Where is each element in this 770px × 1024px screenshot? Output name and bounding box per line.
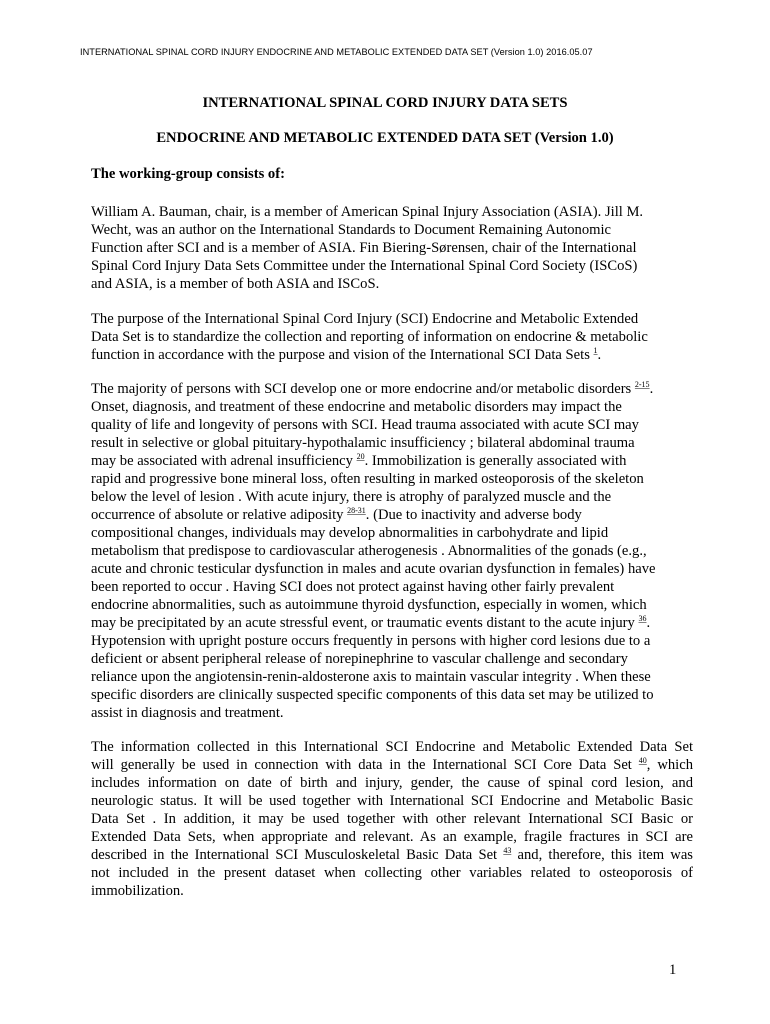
text-line: deficient or absent peripheral release of norepinephrine to vascular challenge and secondary bbox=[91, 651, 628, 667]
running-header: INTERNATIONAL SPINAL CORD INJURY ENDOCRINE AND METABOLIC EXTENDED DATA SET (Version 1.0) 2016.05.07 bbox=[80, 47, 593, 57]
page-number: 1 bbox=[669, 962, 677, 978]
text-line: quality of life and longevity of persons with SCI. Head trauma associated with acute SCI may bbox=[91, 417, 639, 433]
text-line: specific disorders are clinically suspected specific components of this data set may be utilized to bbox=[91, 687, 654, 703]
information-paragraph bbox=[91, 738, 693, 900]
text-line: Extended Data Sets, when appropriate and relevant. As an example, fragile fractures in SCI are bbox=[91, 829, 693, 845]
text-line: described in the International SCI Musculoskeletal Basic Data Set $^{43}$ and, therefore, this item was bbox=[91, 846, 693, 863]
text-line: assist in diagnosis and treatment. bbox=[91, 705, 284, 721]
majority-paragraph bbox=[91, 380, 693, 722]
text-line: The majority of persons with SCI develop one or more endocrine and/or metabolic disorders $^{2-15}$. bbox=[91, 380, 654, 397]
text-line: below the level of lesion . With acute injury, there is atrophy of paralyzed muscle and the bbox=[91, 489, 612, 505]
text-line: The purpose of the International Spinal Cord Injury (SCI) Endocrine and Metabolic Extended bbox=[91, 311, 639, 327]
text-line: not included in the present dataset when collecting other variables related to osteoporosis of bbox=[91, 865, 693, 881]
text-line: function in accordance with the purpose and vision of the International SCI Data Sets $^1$. bbox=[91, 346, 602, 363]
citation-link[interactable]: 28-31 bbox=[347, 506, 366, 515]
text-line: and ASIA, is a member of both ASIA and ISCoS. bbox=[91, 276, 380, 292]
text-line: acute and chronic testicular dysfunction in males and acute ovarian dysfunction in females) have bbox=[91, 561, 656, 577]
text-line: includes information on date of birth and injury, gender, the cause of spinal cord lesion, and bbox=[91, 775, 693, 791]
text-line: Spinal Cord Injury Data Sets Committee under the International Spinal Cord Society (ISCoS) bbox=[91, 258, 638, 274]
text-line: reliance upon the angiotensin-renin-aldosterone axis to maintain vascular integrity . When these bbox=[91, 669, 651, 685]
text-line: The information collected in this International SCI Endocrine and Metabolic Extended Data Set bbox=[91, 739, 693, 755]
document-subtitle: ENDOCRINE AND METABOLIC EXTENDED DATA SET (Version 1.0) bbox=[156, 130, 614, 146]
citation-link[interactable]: 2-15 bbox=[634, 380, 650, 389]
text-line: Data Set is to standardize the collection and reporting of information on endocrine & metabolic bbox=[91, 329, 648, 345]
text-line: compositional changes, individuals may develop abnormalities in carbohydrate and lipid bbox=[91, 525, 609, 541]
purpose-paragraph bbox=[91, 310, 693, 364]
citation-link[interactable]: 40 bbox=[638, 756, 647, 765]
citation-link[interactable]: 1 bbox=[593, 346, 598, 355]
working-group-heading: The working-group consists of: bbox=[91, 166, 285, 182]
text-line: result in selective or global pituitary-hypothalamic insufficiency ; bilateral abdominal trauma bbox=[91, 435, 635, 451]
text-line: metabolism that predispose to cardiovascular atherogenesis . Abnormalities of the gonads (e.g., bbox=[91, 543, 647, 559]
working-group-paragraph bbox=[91, 203, 693, 293]
citation-link[interactable]: 36 bbox=[638, 614, 647, 623]
text-line: endocrine abnormalities, such as autoimmune thyroid dysfunction, especially in women, which bbox=[91, 597, 647, 613]
text-line: may be associated with adrenal insufficiency $^{20}$. Immobilization is generally associated with bbox=[91, 452, 627, 469]
text-line: immobilization. bbox=[91, 883, 184, 899]
text-line: Onset, diagnosis, and treatment of these endocrine and metabolic disorders may impact the bbox=[91, 399, 622, 415]
document-title: INTERNATIONAL SPINAL CORD INJURY DATA SETS bbox=[202, 95, 568, 111]
text-line: will generally be used in connection with data in the International SCI Core Data Set $^{40}$, which bbox=[91, 756, 694, 773]
text-line: may be precipitated by an acute stressful event, or traumatic events distant to the acute injury $^{36}$. bbox=[91, 614, 651, 631]
text-line: been reported to occur . Having SCI does not protect against having other fairly prevalent bbox=[91, 579, 615, 595]
text-line: rapid and progressive bone mineral loss, often resulting in marked osteoporosis of the skeleton bbox=[91, 471, 644, 487]
text-line: Wecht, was an author on the International Standards to Document Remaining Autonomic bbox=[91, 222, 612, 238]
text-line: William A. Bauman, chair, is a member of American Spinal Injury Association (ASIA). Jill M. bbox=[91, 204, 644, 220]
text-line: occurrence of absolute or relative adiposity $^{28-31}$. (Due to inactivity and adverse body bbox=[91, 506, 582, 523]
text-line: Function after SCI and is a member of ASIA. Fin Biering-Sørensen, chair of the International bbox=[91, 240, 637, 256]
text-line: neurologic status. It will be used together with International SCI Endocrine and Metabolic Basic bbox=[91, 793, 693, 809]
citation-link[interactable]: 20 bbox=[356, 452, 365, 461]
text-line: Data Set . In addition, it may be used together with other relevant International SCI Basic or bbox=[91, 811, 693, 827]
citation-link[interactable]: 43 bbox=[503, 846, 512, 855]
text-line: Hypotension with upright posture occurs frequently in persons with higher cord lesions due to a bbox=[91, 633, 651, 649]
